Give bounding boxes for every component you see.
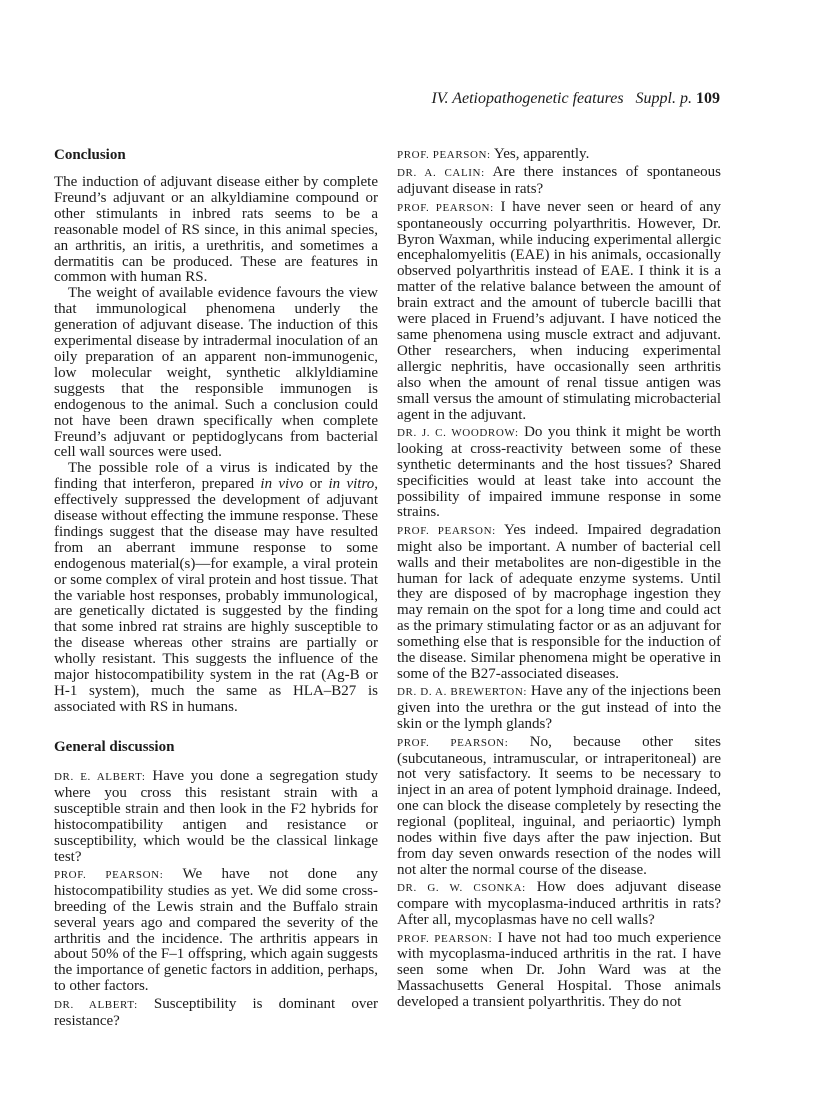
- conclusion-paragraph-2: The weight of available evidence favours the view that immunological phenomena underly the generation of adjuvant disease. The induction of this experimental disease by intradermal inoculation of an oily preparation of an apparent non-immunogenic, low molecular weight, synthetic alklyldiamine suggests that the responsible immunogen is endogenous to the animal. Such a conclusion could not have been drawn specifically when complete Freund’s adjuvant or peptidoglycans from bacterial cell wall sources were used.: [54, 285, 378, 461]
- discussion-entry: [397, 425, 721, 521]
- speaker-name: DR. ALBERT:: [54, 998, 138, 1011]
- remark: Are there instances of spontaneous adjuvant disease in rats?: [397, 164, 721, 198]
- italic-term: in vitro: [328, 476, 375, 493]
- remark: I have never seen or heard of any spontaneously occurring polyarthritis. However, Dr. Byron Waxman, while inducing experimental allergic encephalomyelitis (EAE) in his animals, occasionally observed polyarthritis instead of EAE. I think it is a matter of the relative balance between the amount of brain extract and the amount of tubercle bacilli that were placed in Fruend’s adjuvant. I have noticed the same phenomena using muscle extract and adjuvant. Other researchers, when inducing experimental allergic nephritis, have occasionally seen arthritis also when the amount of renal tissue antigen was small versus the amount of stimulating microbacterial agent in the adjuvant.: [397, 198, 722, 423]
- speaker-name: DR. D. A. BREWERTON:: [397, 686, 528, 699]
- suppl-label: Suppl. p.: [635, 90, 692, 107]
- speaker-name: DR. J. C. WOODROW:: [397, 426, 519, 439]
- page-number: 109: [696, 90, 720, 107]
- remark: Have any of the injections been given into the urethra or the gut instead of into the skin or the lymph glands?: [397, 683, 721, 733]
- italic-term: in vivo: [260, 476, 304, 493]
- remark: Yes indeed. Impaired degradation might also be important. A number of bacterial cell walls and their metabolites are non-digestible in the human for lack of adequate enzyme systems. Until they are disposed of by macrophage ingestion they may remain on the spot for a long time and could act as the primary stimulating factor or as an adjuvant for something else that is responsible for the induction of the disease. Similar phenomena might be operative in some of the B27-associated diseases.: [397, 521, 721, 682]
- text: , effectively suppressed the development of adjuvant disease without effecting the immune response. These findings suggest that the disease may have resulted from an aberrant immune response to some endogenous material(s)—for example, a viral protein or some complex of viral protein and host tissue. That the variable host responses, probably immunological, are genetically dictated is suggested by the finding that some inbred rat strains are highly susceptible to the disease whereas other strains are partially or wholly resistant. This suggests the influence of the major histocompatibility system in the rat (Ag-B or H-1 system), much the same as HLA–B27 is associated with RS in humans.: [54, 476, 378, 715]
- remark: No, because other sites (subcutaneous, intramuscular, or intraperitoneal) are not very satisfactory. It seems to be necessary to inject in an area of potent lymphoid drainage. Indeed, one can block the disease completely by resecting the regional (popliteal, inguinal, and periaortic) lymph nodes within five days after the paw injection. But from day seven onwards resection of the nodes will not alter the normal course of the disease.: [397, 733, 722, 878]
- speaker-name: DR. A. CALIN:: [397, 167, 485, 180]
- speaker-name: PROF. PEARSON:: [397, 201, 494, 214]
- remark: Do you think it might be worth looking at cross-reactivity between some of these synthetic determinants and the host tissues? Shared specificities would at least take into account the possibility of impaired immune response in some strains.: [397, 423, 721, 521]
- discussion-entry: [397, 735, 721, 879]
- discussion-entry: [397, 147, 721, 164]
- discussion-entry: [397, 931, 721, 1012]
- remark: Have you done a segregation study where you cross this resistant strain with a susceptible strain and then look in the F2 hybrids for histocompatibility antigen and resistance or susceptibility, which would be the classical linkage test?: [54, 768, 379, 865]
- remark: Yes, apparently.: [490, 146, 590, 162]
- remark: How does adjuvant disease compare with mycoplasma-induced arthritis in rats? After all, mycoplasmas have no cell walls?: [397, 879, 721, 929]
- general-discussion-heading: General discussion: [54, 739, 175, 755]
- discussion-entry: [397, 684, 721, 733]
- speaker-name: PROF. PEARSON:: [397, 524, 496, 537]
- running-header: [431, 90, 720, 108]
- text: The possible role of a virus is indicated by the finding that interferon, prepared: [54, 460, 378, 493]
- speaker-name: PROF. PEARSON:: [397, 736, 509, 749]
- speaker-name: PROF. PEARSON:: [54, 868, 164, 881]
- general-discussion-section: [54, 738, 378, 1031]
- speaker-name: DR. E. ALBERT:: [54, 771, 146, 783]
- conclusion-paragraph-3: [54, 461, 378, 716]
- discussion-entry: [397, 523, 721, 683]
- speaker-name: PROF. PEARSON:: [397, 149, 491, 161]
- discussion-right-column: [397, 147, 721, 1013]
- text: or: [303, 476, 329, 493]
- conclusion-heading: Conclusion: [54, 147, 126, 163]
- discussion-entry: [397, 880, 721, 929]
- speaker-name: DR. G. W. CSONKA:: [397, 882, 526, 895]
- discussion-entry: [397, 165, 721, 198]
- discussion-entry: [54, 769, 378, 865]
- speaker-name: PROF. PEARSON:: [397, 932, 493, 945]
- discussion-entry: [54, 867, 378, 995]
- remark: I have not had too much experience with mycoplasma-induced arthritis in the rat. I have seen some when Dr. John Ward was at the Massachusetts General Hospital. Those animals developed a transient polyarthritis. They do not: [397, 929, 721, 1011]
- section-title: IV. Aetiopathogenetic features: [431, 90, 624, 107]
- conclusion-section: [54, 146, 378, 716]
- remark: Susceptibility is dominant over resistance?: [54, 995, 378, 1029]
- conclusion-paragraph-1: The induction of adjuvant disease either by complete Freund’s adjuvant or an alkyldiamine compound or other stimulants in inbred rats seems to be a reasonable model of RS since, in this animal species, an arthritis, an iritis, a urethritis, and sometimes a dermatitis can be produced. These are features in common with human RS.: [54, 174, 378, 286]
- discussion-entry: [397, 200, 721, 424]
- remark: We have not done any histocompatibility studies as yet. We did some cross-breeding of the Lewis strain and the Buffalo strain several years ago and compared the severity of the arthritis and the incidence. The arthritis appears in about 50% of the F–1 offspring, which again suggests the importance of genetic factors in addition, perhaps, to other factors.: [54, 865, 378, 995]
- discussion-entry: [54, 997, 378, 1030]
